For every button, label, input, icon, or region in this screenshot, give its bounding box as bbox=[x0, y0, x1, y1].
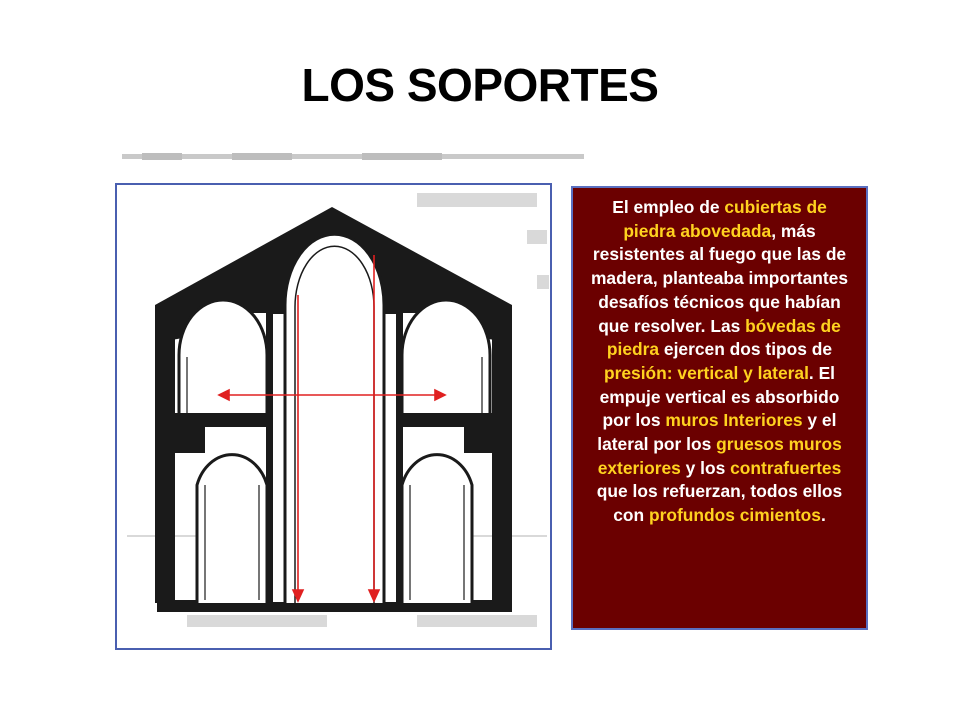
highlighted-text: gruesos muros exteriores bbox=[597, 434, 842, 478]
highlighted-text: presión: vertical y lateral bbox=[603, 362, 809, 383]
slide-title: LOS SOPORTES bbox=[301, 59, 659, 111]
scanned-text-strip bbox=[122, 150, 584, 162]
church-cross-section-figure bbox=[115, 183, 552, 650]
left-outer-wall bbox=[155, 313, 175, 603]
highlighted-text: cubiertas de piedra abovedada bbox=[623, 197, 827, 241]
nave-arch bbox=[285, 234, 384, 603]
body-text: que los refuerzan, todos ellos con bbox=[596, 481, 843, 526]
body-text: El empleo de bbox=[612, 197, 725, 217]
body-text: . El empuje vertical es absorbido por los bbox=[599, 362, 840, 431]
right-gallery-floor bbox=[394, 413, 494, 427]
explanation-text-panel bbox=[571, 186, 868, 630]
highlighted-text: muros Interiores bbox=[665, 410, 803, 431]
highlighted-text: profundos cimientos bbox=[648, 505, 821, 526]
left-gallery-floor bbox=[175, 413, 275, 427]
right-outer-wall bbox=[492, 313, 512, 603]
body-text: ejercen dos tipos de bbox=[659, 339, 833, 360]
body-text: , más resistentes al fuego que las de madera, planteaba importantes desafíos técnicos que habían que resolver. Las bbox=[590, 220, 849, 336]
body-text: y el lateral por los bbox=[597, 410, 837, 455]
highlighted-text: contrafuertes bbox=[730, 457, 842, 478]
highlighted-text: bóvedas de piedra bbox=[606, 315, 841, 360]
body-text: . bbox=[820, 505, 826, 526]
body-text: y los bbox=[680, 457, 731, 478]
church-cross-section-drawing bbox=[117, 185, 550, 648]
